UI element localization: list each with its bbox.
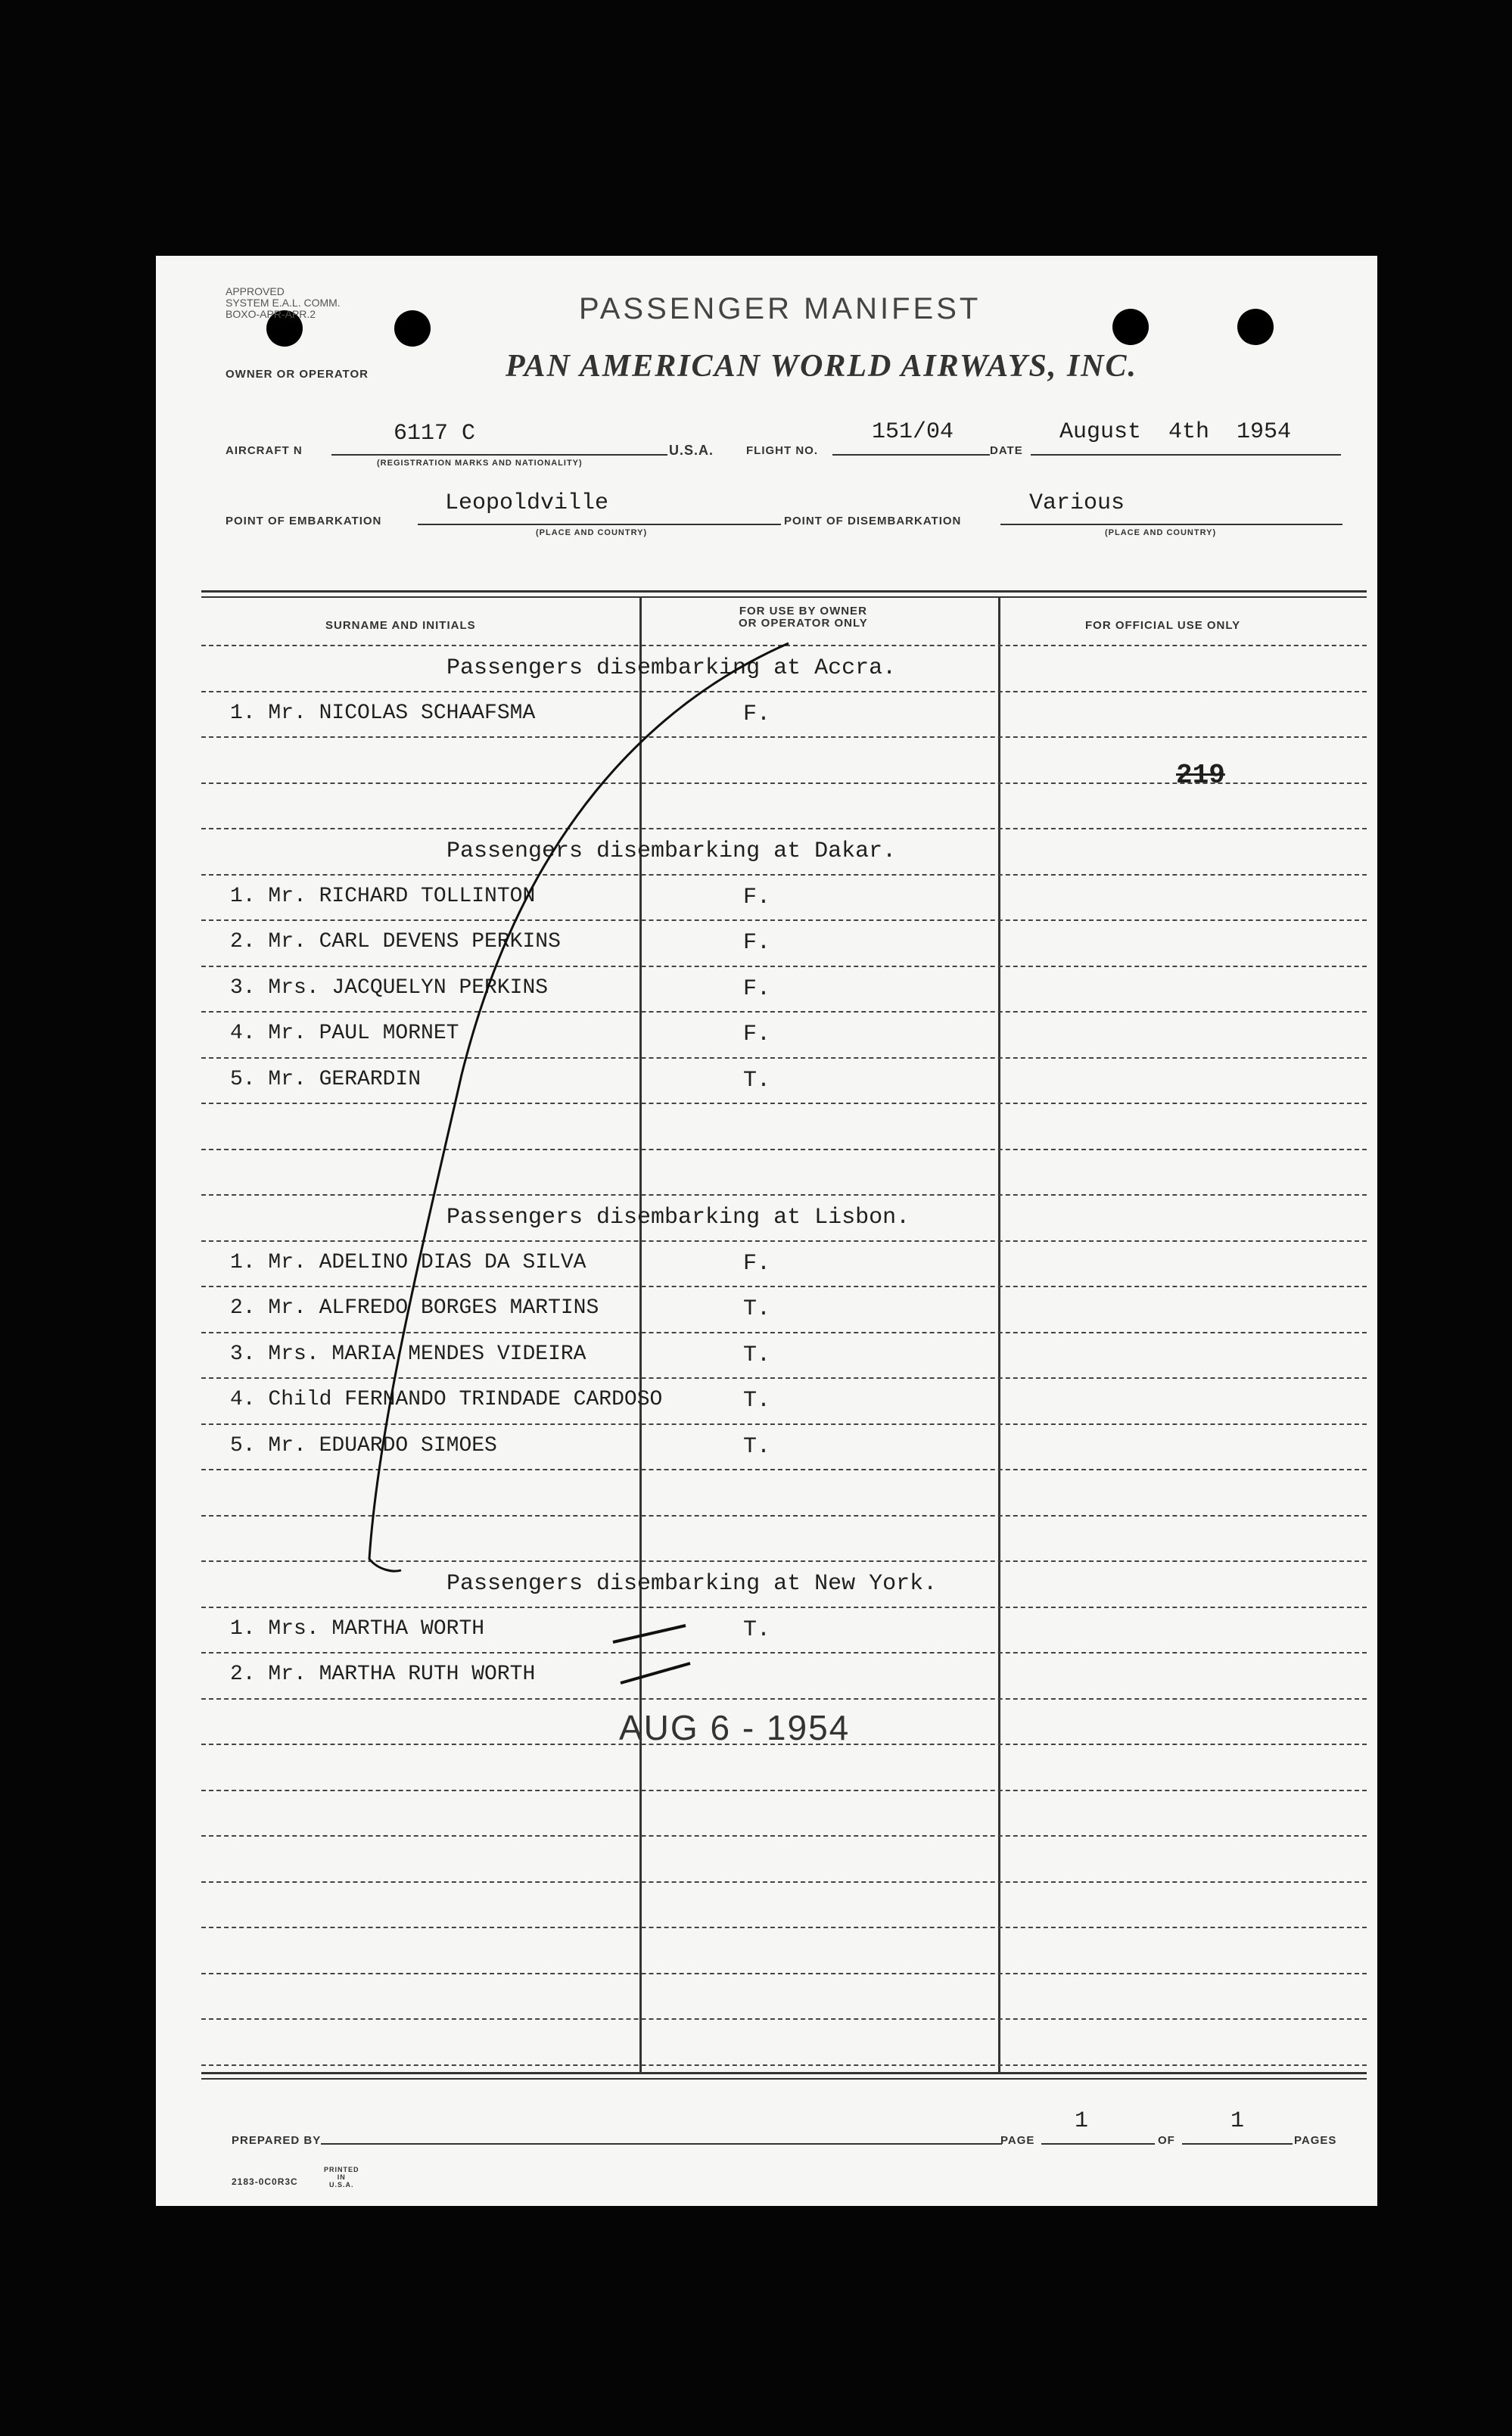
passenger-name: 2. Mr. ALFREDO BORGES MARTINS (230, 1296, 599, 1320)
check-stroke (369, 643, 789, 1571)
embarkation-value: Leopoldville (445, 490, 609, 516)
printed-note (324, 2166, 359, 2189)
usa-label: U.S.A. (669, 443, 714, 458)
printed-line: U.S.A. (329, 2181, 354, 2189)
total-pages-value: 1 (1230, 2108, 1245, 2134)
disembarkation-label: POINT OF DISEMBARKATION (784, 515, 962, 527)
date-stamp: AUG 6 - 1954 (619, 1708, 851, 1747)
airline-name: PAN AMERICAN WORLD AIRWAYS, INC. (506, 349, 1138, 384)
disembarkation-value: Various (1029, 490, 1125, 516)
date-value: August 4th 1954 (1059, 419, 1292, 445)
passenger-code: T. (743, 1434, 771, 1460)
of-underline (1182, 2143, 1293, 2145)
group-heading: Passengers disembarking at Dakar. (446, 838, 897, 864)
page-value: 1 (1075, 2108, 1089, 2134)
date-label: DATE (990, 444, 1023, 457)
registration-note: (REGISTRATION MARKS AND NATIONALITY) (377, 459, 583, 468)
passenger-name: 5. Mr. GERARDIN (230, 1068, 422, 1091)
passenger-name: 3. Mrs. JACQUELYN PERKINS (230, 976, 549, 1000)
tick-mark-2 (621, 1663, 690, 1683)
col-owner-line: FOR USE BY OWNER (739, 605, 867, 618)
aircraft-label: AIRCRAFT N (226, 444, 303, 457)
passenger-name: 3. Mrs. MARIA MENDES VIDEIRA (230, 1342, 586, 1366)
prepared-by-underline (321, 2143, 1002, 2145)
passenger-name: 4. Mr. PAUL MORNET (230, 1022, 459, 1045)
embarkation-label: POINT OF EMBARKATION (226, 515, 382, 527)
disembarkation-place-note: (PLACE AND COUNTRY) (1105, 528, 1217, 537)
of-label: OF (1158, 2134, 1175, 2147)
form-title: PASSENGER MANIFEST (579, 292, 982, 325)
group-heading: Passengers disembarking at Lisbon. (446, 1205, 910, 1230)
page-underline (1041, 2143, 1155, 2145)
page-label: PAGE (1000, 2134, 1035, 2147)
flight-value: 151/04 (872, 419, 954, 445)
passenger-name: 1. Mr. RICHARD TOLLINTON (230, 885, 536, 908)
col-official-header: FOR OFFICIAL USE ONLY (1085, 619, 1241, 632)
owner-label: OWNER OR OPERATOR (226, 368, 369, 381)
passenger-code: T. (743, 1068, 771, 1094)
col-owner-line: OR OPERATOR ONLY (739, 617, 868, 630)
approved-line: APPROVED (226, 285, 285, 297)
flight-label: FLIGHT NO. (746, 444, 818, 457)
passenger-name: 1. Mr. NICOLAS SCHAAFSMA (230, 702, 536, 725)
passenger-code: T. (743, 1617, 771, 1643)
group-heading: Passengers disembarking at New York. (446, 1571, 938, 1597)
passenger-code: F. (743, 930, 771, 956)
table-bottom-rule (201, 2072, 1367, 2074)
passenger-code: F. (743, 1022, 771, 1047)
passenger-code: F. (743, 885, 771, 910)
passenger-name: 1. Mr. ADELINO DIAS DA SILVA (230, 1251, 586, 1274)
col-surname-header: SURNAME AND INITIALS (325, 619, 476, 632)
aircraft-value: 6117 C (394, 421, 476, 446)
printed-line: IN (337, 2173, 346, 2181)
table-bottom-rule-2 (201, 2078, 1367, 2080)
passenger-name: 5. Mr. EDUARDO SIMOES (230, 1434, 497, 1458)
passenger-code: F. (743, 702, 771, 727)
tick-mark-1 (613, 1626, 686, 1642)
passenger-code: T. (743, 1296, 771, 1322)
passenger-name: 2. Mr. CARL DEVENS PERKINS (230, 930, 561, 954)
printed-line: PRINTED (324, 2166, 359, 2173)
official-number: 219 (1176, 760, 1225, 791)
passenger-code: F. (743, 1251, 771, 1277)
approved-line: SYSTEM E.A.L. COMM. (226, 297, 341, 309)
approved-line: BOXO-APR-APR.2 (226, 308, 316, 320)
pages-label: PAGES (1294, 2134, 1337, 2147)
form-number: 2183-0C0R3C (232, 2176, 298, 2187)
passenger-name: 2. Mr. MARTHA RUTH WORTH (230, 1663, 536, 1686)
passenger-name: 1. Mrs. MARTHA WORTH (230, 1617, 485, 1641)
passenger-code: F. (743, 976, 771, 1002)
group-heading: Passengers disembarking at Accra. (446, 655, 897, 681)
embarkation-place-note: (PLACE AND COUNTRY) (536, 528, 648, 537)
passenger-code: T. (743, 1388, 771, 1414)
prepared-by-label: PREPARED BY (232, 2134, 322, 2147)
passenger-code: T. (743, 1342, 771, 1368)
passenger-name: 4. Child FERNANDO TRINDADE CARDOSO (230, 1388, 663, 1411)
